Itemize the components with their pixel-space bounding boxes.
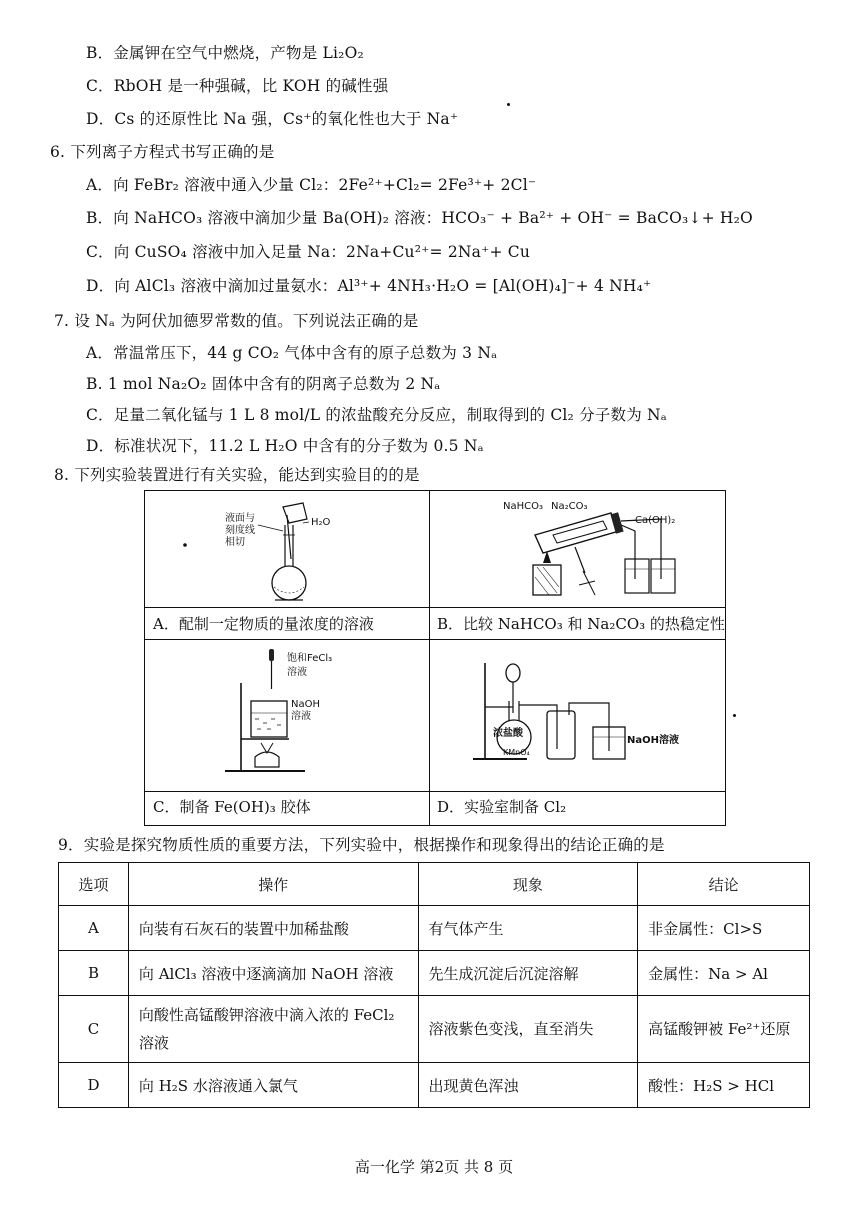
q5-option-b: B．金属钾在空气中燃烧，产物是 Li₂O₂: [86, 44, 364, 62]
q8-figure-d-chlorine-apparatus: [467, 643, 717, 788]
fig-c-label-1: 饱和FeCl₃: [287, 653, 333, 664]
fig-c-label-4: 溶液: [291, 711, 311, 722]
q6-option-d: D．向 AlCl₃ 溶液中滴加过量氨水：Al³⁺+ 4NH₃·H₂O = [Al(OH)₄]⁻+ 4 NH₄⁺: [86, 277, 652, 295]
row-d-conclusion: 酸性：H₂S > HCl: [638, 1063, 810, 1108]
q8-caption-a: A．配制一定物质的量浓度的溶液: [153, 615, 374, 633]
q5-option-d: D．Cs 的还原性比 Na 强，Cs⁺的氧化性也大于 Na⁺: [86, 110, 459, 128]
fig-a-label-2: 刻度线: [225, 525, 255, 536]
q7-option-c: C．足量二氧化锰与 1 L 8 mol/L 的浓盐酸充分反应，制取得到的 Cl₂ 分子数为 Nₐ: [86, 406, 667, 424]
row-c-conclusion: 高锰酸钾被 Fe²⁺还原: [638, 996, 810, 1063]
q7-option-d: D．标准状况下，11.2 L H₂O 中含有的分子数为 0.5 Nₐ: [86, 437, 484, 455]
row-a-phenomenon: 有气体产生: [418, 906, 638, 951]
fig-b-label-2: Na₂CO₃: [551, 501, 588, 512]
header-option: 选项: [59, 863, 129, 906]
row-d-option: D: [59, 1063, 129, 1108]
q5-option-c: C．RbOH 是一种强碱，比 KOH 的碱性强: [86, 77, 389, 95]
row-a-operation: 向装有石灰石的装置中加稀盐酸: [128, 906, 418, 951]
header-operation: 操作: [128, 863, 418, 906]
stray-mark: [733, 714, 736, 717]
fig-a-label-1: 液面与: [225, 513, 255, 524]
q8-caption-b: B．比较 NaHCO₃ 和 Na₂CO₃ 的热稳定性: [437, 615, 725, 633]
q8-figure-b-thermal-stability: [435, 495, 721, 603]
stray-mark: [507, 103, 510, 106]
fig-d-label-1: 浓盐酸: [493, 728, 523, 739]
row-b-operation: 向 AlCl₃ 溶液中逐滴滴加 NaOH 溶液: [128, 951, 418, 996]
q8-apparatus-grid: [144, 490, 726, 826]
row-c-operation: 向酸性高锰酸钾溶液中滴入浓的 FeCl₂ 溶液: [128, 996, 418, 1063]
header-conclusion: 结论: [638, 863, 810, 906]
row-b-phenomenon: 先生成沉淀后沉淀溶解: [418, 951, 638, 996]
table-row: [59, 906, 810, 951]
q8-caption-d: D．实验室制备 Cl₂: [437, 798, 567, 816]
q7-option-a: A．常温常压下，44 g CO₂ 气体中含有的原子总数为 3 Nₐ: [86, 344, 498, 362]
fig-d-label-3: NaOH溶液: [627, 735, 679, 746]
q9-table: [58, 862, 810, 1108]
fig-d-label-2: KMnO₄: [503, 748, 530, 757]
q6-stem: 6. 下列离子方程式书写正确的是: [50, 143, 275, 161]
table-row: [59, 996, 810, 1063]
row-a-conclusion: 非金属性：Cl>S: [638, 906, 810, 951]
q6-option-a: A．向 FeBr₂ 溶液中通入少量 Cl₂：2Fe²⁺+Cl₂= 2Fe³⁺+ 2Cl⁻: [86, 176, 537, 194]
q6-option-b: B．向 NaHCO₃ 溶液中滴加少量 Ba(OH)₂ 溶液：HCO₃⁻ + Ba²⁺ + OH⁻ = BaCO₃↓+ H₂O: [86, 209, 753, 227]
fig-a-label-3: 相切: [225, 537, 245, 548]
q8-caption-c: C．制备 Fe(OH)₃ 胶体: [153, 798, 311, 816]
fig-a-water-label: H₂O: [311, 517, 331, 528]
q6-option-c: C．向 CuSO₄ 溶液中加入足量 Na：2Na+Cu²⁺= 2Na⁺+ Cu: [86, 243, 531, 261]
table-header-row: [59, 863, 810, 906]
q9-stem: 9．实验是探究物质性质的重要方法，下列实验中，根据操作和现象得出的结论正确的是: [58, 836, 665, 854]
fig-c-label-3: NaOH: [291, 699, 320, 710]
page-footer: 高一化学 第2页 共 8 页: [354, 1158, 514, 1176]
row-a-option: A: [59, 906, 129, 951]
row-c-phenomenon: 溶液紫色变浅，直至消失: [418, 996, 638, 1063]
q8-figure-c-colloid: [205, 643, 405, 788]
table-row: [59, 951, 810, 996]
q8-figure-a-volumetric-flask: [175, 495, 395, 603]
header-phenomenon: 现象: [418, 863, 638, 906]
fig-b-label-3: Ca(OH)₂: [635, 515, 676, 526]
row-d-phenomenon: 出现黄色浑浊: [418, 1063, 638, 1108]
q7-stem: 7. 设 Nₐ 为阿伏加德罗常数的值。下列说法正确的是: [54, 312, 419, 330]
fig-c-label-2: 溶液: [287, 667, 307, 678]
fig-b-label-1: NaHCO₃: [503, 501, 543, 512]
row-b-option: B: [59, 951, 129, 996]
row-d-operation: 向 H₂S 水溶液通入氯气: [128, 1063, 418, 1108]
q8-stem: 8. 下列实验装置进行有关实验，能达到实验目的的是: [54, 466, 420, 484]
row-b-conclusion: 金属性：Na > Al: [638, 951, 810, 996]
table-row: [59, 1063, 810, 1108]
row-c-option: C: [59, 996, 129, 1063]
q7-option-b: B. 1 mol Na₂O₂ 固体中含有的阴离子总数为 2 Nₐ: [86, 375, 441, 393]
